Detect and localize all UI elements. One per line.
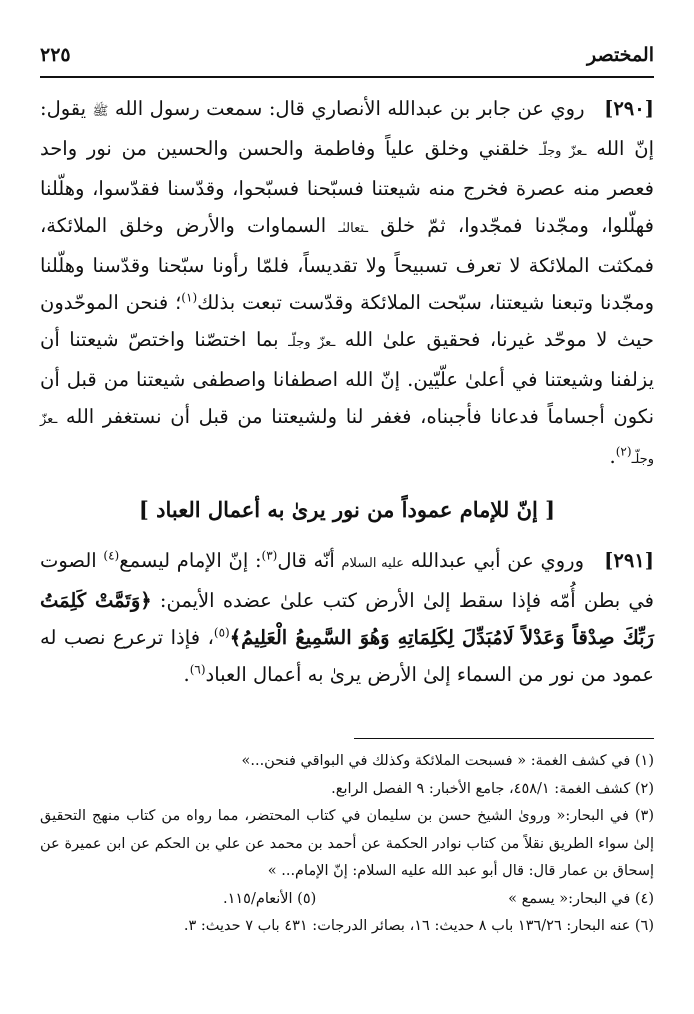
text-segment: الصوت في بطن أُمّه فإذا سقط إلىٰ الأرض كتب علىٰ عضده الأيمن: (40, 549, 655, 612)
honorific: ـعزّ وجلّـ (40, 412, 654, 467)
section-heading: [ إنّ للإمام عموداً من نور يرىٰ به أعمال العباد ] (138, 497, 556, 522)
header-divider (40, 76, 654, 78)
text-segment: يقول: إنّ الله (40, 97, 654, 160)
honorific: ـعزّ وجلّـ (539, 144, 587, 159)
footnote-ref[interactable]: (٣) (261, 548, 278, 563)
quran-verse: ﴿وَتَمَّتْ كَلِمَتُ رَبِّكَ صِدْقاً وَعَدْلاً لَامُبَدِّلَ لِكَلِمَاتِهِ وَهُوَ السَّمِيعُ الْعَلِيمُ﴾ (40, 589, 654, 649)
book-title: المختصر (586, 44, 654, 66)
hadith-291 (40, 542, 654, 693)
honorific: ـتعالىٰـ (338, 221, 369, 236)
main-text (40, 90, 654, 693)
footnote-6: (٦) عنه البحار: ١٣٦/٢٦ باب ٨ حديث: ١٦، بصائر الدرجات: ٤٣١ باب ٧ حديث: ٣. (183, 918, 654, 934)
honorific: عليه السلام (341, 556, 405, 571)
footnote-ref[interactable]: (٦) (189, 662, 206, 677)
honorific: ـعزّ وجلّـ (288, 335, 336, 350)
footnotes (40, 748, 654, 941)
hadith-number: [٢٩١] (604, 549, 654, 572)
hadith-290 (40, 90, 654, 478)
text-segment: ، فإذا ترعرع نصب له عمود من نور من السماء إلىٰ الأرض يرىٰ به أعمال العباد (40, 626, 654, 686)
running-header (40, 40, 654, 70)
text-segment: خلقني وخلق علياً وفاطمة والحسن والحسين من نور واحد فعصر منه عصرة فخرج منه شيعتنا فسبّحنا فسبّحوا، وقدّسنا فقدّسوا، وهلّلنا فهلّلوا، ومجّدنا فمجّدوا، ثمّ خلق (40, 137, 654, 237)
footnote-ref[interactable]: (٥) (213, 625, 230, 640)
footnote-5: (٥) الأنعام/١١٥. (222, 890, 317, 907)
footnote-ref[interactable]: (٤) (103, 548, 120, 563)
footnote-row (40, 886, 654, 914)
text-segment: أنّه قال (277, 549, 342, 572)
footnote-2: (٢) كشف الغمة: ٤٥٨/١، جامع الأخبار: ٩ الفصل الرابع. (331, 780, 654, 797)
page-number: ٢٢٥ (40, 44, 71, 66)
footnote-ref[interactable]: (١) (181, 290, 198, 305)
text-segment: روي عن جابر بن عبدالله الأنصاري قال: سمعت رسول الله (108, 97, 585, 120)
text-segment: السماوات والأرض وخلق الملائكة، فمكثت الملائكة لا تعرف تسبيحاً ولا تقديساً، فلمّا رأونا سبّحنا وقدّسنا وهلّلنا ومجّدنا وتبعنا شيعتنا، سبّحت الملائكة وقدّست تبعت بذلك (40, 214, 655, 314)
text-segment: . (183, 663, 190, 686)
footnote-3: (٣) في البحار:« وروىٰ الشيخ حسن بن سليمان في كتاب المحتضر، مما رواه من كتاب منهج التحقيق إلىٰ سواء الطريق نقلاً من كتاب نوادر الحكمة عن أحمد بن محمد عن علي بن الحكم عن ابن عميرة عن إسحاق بن عمار قال: قال أبو عبد الله عليه السلام: إنّ الإمام... » (40, 808, 654, 879)
honorific: ﷺ (92, 104, 109, 119)
footnote-1: (١) في كشف الغمة: « فسبحت الملائكة وكذلك في البواقي فنحن...» (241, 753, 654, 769)
spacer (40, 530, 654, 542)
hadith-number: [٢٩٠] (604, 97, 654, 120)
text-segment: . (609, 445, 616, 468)
text-segment: بما اختصّنا واختصّ شيعتنا أن يزلفنا وشيعتنا في أعلىٰ علّيّين. إنّ الله اصطفانا واصطفى شيعتنا من قبل أن نكون أجساماً فدعانا فأجبناه، فغفر لنا ولشيعتنا من قبل أن نستغفر الله (40, 328, 654, 428)
footnote-4: (٤) في البحار:« يسمع » (508, 890, 654, 907)
footnote-divider (354, 738, 654, 739)
spacer (40, 478, 654, 490)
text-segment: وروي عن أبي عبدالله (404, 549, 584, 572)
text-segment: ؛ فنحن الموحّدون حيث لا موحّد غيرنا، فحقيق علىٰ الله (40, 291, 654, 351)
text-segment: : إنّ الإمام ليسمع (119, 549, 262, 572)
footnote-ref[interactable]: (٢) (615, 444, 632, 459)
